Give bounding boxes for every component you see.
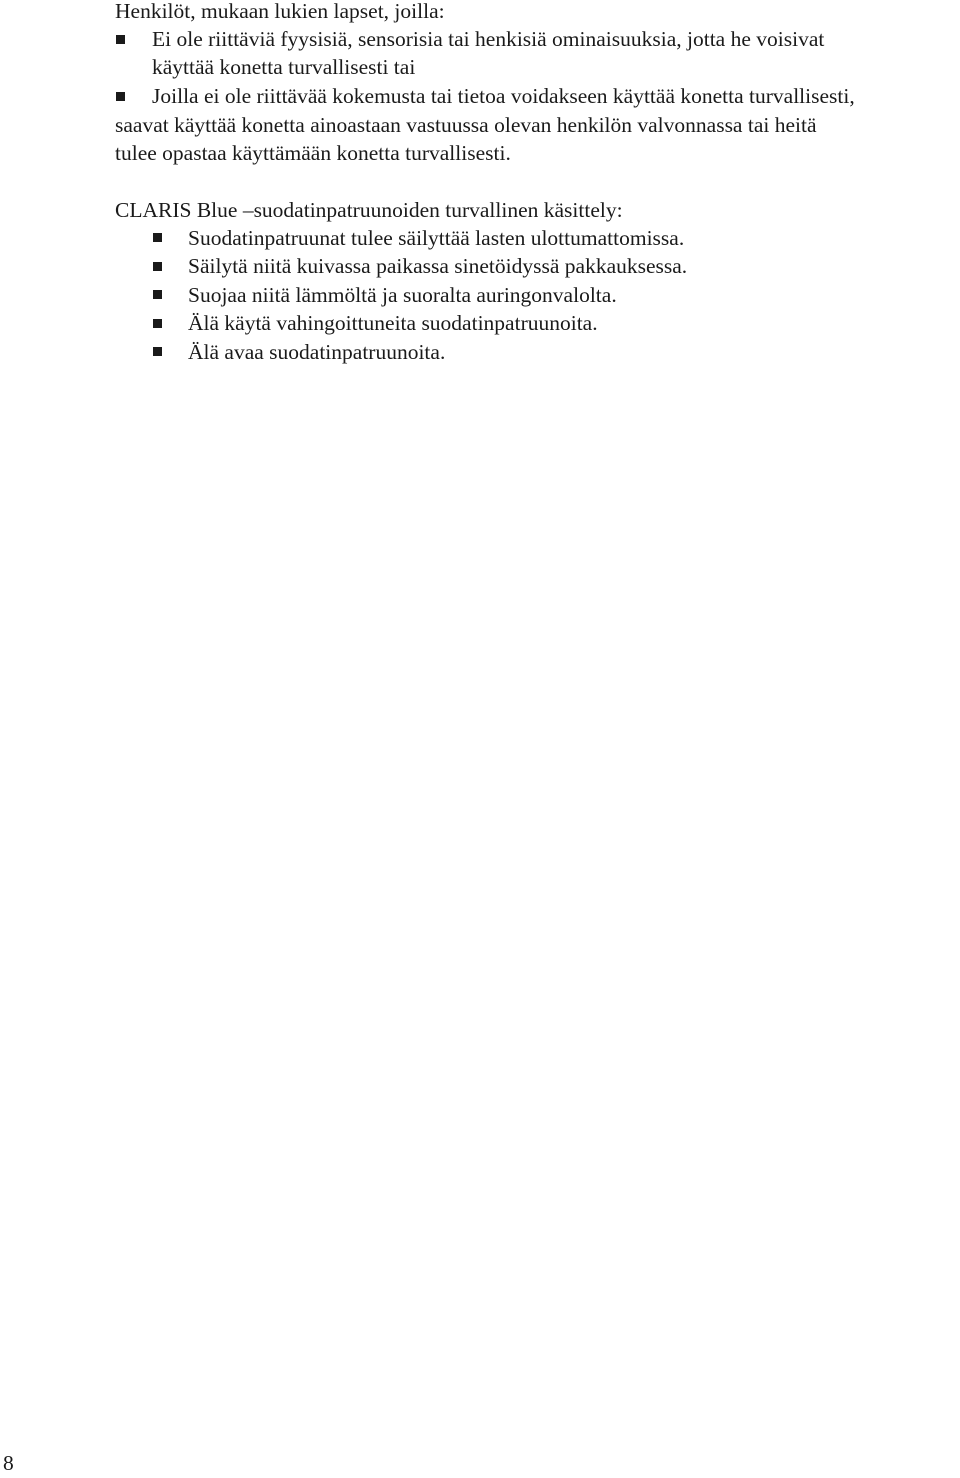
section1-item2-line3: tulee opastaa käyttämään konetta turvallisesti. <box>115 141 511 165</box>
section1-item2-line1: Joilla ei ole riittävää kokemusta tai tietoa voidakseen käyttää konetta turvallisesti, <box>152 84 855 108</box>
section1-item1-line2: käyttää konetta turvallisesti tai <box>152 55 416 79</box>
section2-item: Suodatinpatruunat tulee säilyttää lasten ulottumattomissa. <box>188 226 685 250</box>
bullet-icon <box>153 233 162 242</box>
page-number: 8 <box>3 1451 14 1475</box>
bullet-icon <box>153 347 162 356</box>
bullet-icon <box>153 290 162 299</box>
section1-item1-line1: Ei ole riittäviä fyysisiä, sensorisia tai henkisiä ominaisuuksia, jotta he voisivat <box>152 27 825 51</box>
section2-item: Suojaa niitä lämmöltä ja suoralta auringonvalolta. <box>188 283 617 307</box>
bullet-icon <box>116 92 125 101</box>
section2-heading: CLARIS Blue –suodatinpatruunoiden turvallinen käsittely: <box>115 198 623 222</box>
section2-item: Säilytä niitä kuivassa paikassa sinetöidyssä pakkauksessa. <box>188 254 688 278</box>
section1-heading: Henkilöt, mukaan lukien lapset, joilla: <box>115 0 445 23</box>
section2-item: Älä käytä vahingoittuneita suodatinpatruunoita. <box>188 311 598 335</box>
bullet-icon <box>153 262 162 271</box>
section2-item: Älä avaa suodatinpatruunoita. <box>188 340 446 364</box>
section1-item2-line2: saavat käyttää konetta ainoastaan vastuussa olevan henkilön valvonnassa tai heitä <box>115 113 817 137</box>
bullet-icon <box>116 35 125 44</box>
bullet-icon <box>153 319 162 328</box>
